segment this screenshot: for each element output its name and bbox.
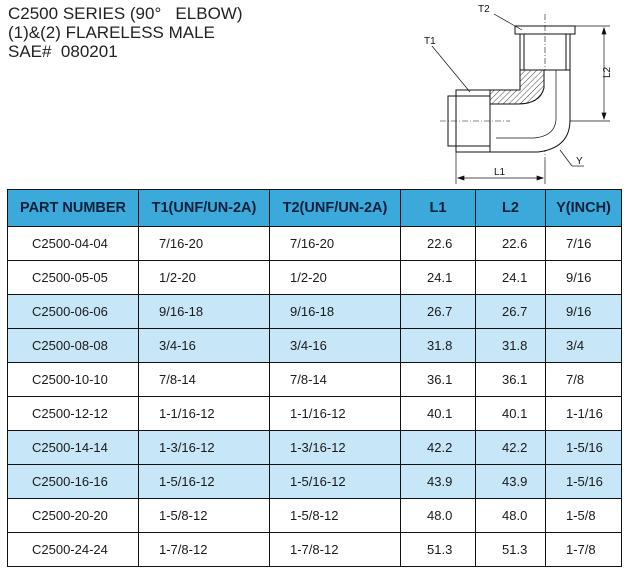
cell-t2: 1-7/8-12 <box>270 533 401 567</box>
table-row <box>8 261 622 295</box>
header-y: Y(INCH) <box>546 190 622 227</box>
table-row <box>8 227 622 261</box>
cell-t1: 9/16-18 <box>139 295 270 329</box>
label-t2: T2 <box>478 4 490 15</box>
cell-part-number: C2500-24-24 <box>8 533 139 567</box>
cell-l1: 42.2 <box>401 431 476 465</box>
cell-y: 7/16 <box>546 227 622 261</box>
fitting-type: (1)&(2) FLARELESS MALE <box>8 23 215 42</box>
cell-y: 1-5/16 <box>546 465 622 499</box>
elbow-drawing-svg <box>420 0 630 186</box>
header-l2: L2 <box>476 190 546 227</box>
cell-l1: 22.6 <box>401 227 476 261</box>
title-block <box>8 4 243 61</box>
cell-t2: 9/16-18 <box>270 295 401 329</box>
table-header-row <box>8 190 622 227</box>
cell-y: 1-1/16 <box>546 397 622 431</box>
sae-number: SAE# 080201 <box>8 42 118 61</box>
cell-t1: 1-7/8-12 <box>139 533 270 567</box>
cell-l2: 31.8 <box>476 329 546 363</box>
cell-y: 3/4 <box>546 329 622 363</box>
cell-l2: 40.1 <box>476 397 546 431</box>
cell-t2: 1-5/8-12 <box>270 499 401 533</box>
cell-l2: 43.9 <box>476 465 546 499</box>
cell-t1: 1-3/16-12 <box>139 431 270 465</box>
cell-part-number: C2500-20-20 <box>8 499 139 533</box>
cell-t1: 1-5/8-12 <box>139 499 270 533</box>
cell-t1: 7/8-14 <box>139 363 270 397</box>
cell-l2: 48.0 <box>476 499 546 533</box>
cell-t1: 1-1/16-12 <box>139 397 270 431</box>
cell-t1: 1/2-20 <box>139 261 270 295</box>
cell-part-number: C2500-16-16 <box>8 465 139 499</box>
cell-l2: 51.3 <box>476 533 546 567</box>
cell-t2: 7/8-14 <box>270 363 401 397</box>
cell-y: 1-5/8 <box>546 499 622 533</box>
cell-t1: 1-5/16-12 <box>139 465 270 499</box>
spec-table <box>7 189 622 567</box>
cell-y: 1-7/8 <box>546 533 622 567</box>
table-row <box>8 499 622 533</box>
label-l2: L2 <box>602 66 613 78</box>
section-hatch <box>490 70 544 104</box>
label-l1: L1 <box>494 167 506 178</box>
table-row <box>8 363 622 397</box>
cell-l2: 24.1 <box>476 261 546 295</box>
label-y: Y <box>576 156 583 167</box>
cell-y: 1-5/16 <box>546 431 622 465</box>
cell-t2: 1-3/16-12 <box>270 431 401 465</box>
cell-t1: 3/4-16 <box>139 329 270 363</box>
cell-t2: 1-1/16-12 <box>270 397 401 431</box>
header-t2: T2(UNF/UN-2A) <box>270 190 401 227</box>
cell-l2: 22.6 <box>476 227 546 261</box>
header-t1: T1(UNF/UN-2A) <box>139 190 270 227</box>
cell-part-number: C2500-04-04 <box>8 227 139 261</box>
table-row <box>8 397 622 431</box>
table-row <box>8 533 622 567</box>
cell-part-number: C2500-08-08 <box>8 329 139 363</box>
cell-l1: 51.3 <box>401 533 476 567</box>
cell-l1: 36.1 <box>401 363 476 397</box>
cell-t2: 1/2-20 <box>270 261 401 295</box>
cell-t1: 7/16-20 <box>139 227 270 261</box>
cell-l2: 26.7 <box>476 295 546 329</box>
table-row <box>8 431 622 465</box>
cell-l2: 42.2 <box>476 431 546 465</box>
cell-part-number: C2500-05-05 <box>8 261 139 295</box>
series-title: C2500 SERIES (90° ELBOW) <box>8 4 243 23</box>
header-part-number: PART NUMBER <box>8 190 139 227</box>
cell-l2: 36.1 <box>476 363 546 397</box>
label-t1: T1 <box>424 36 436 47</box>
cell-l1: 40.1 <box>401 397 476 431</box>
table-row <box>8 465 622 499</box>
cell-y: 9/16 <box>546 261 622 295</box>
cell-y: 9/16 <box>546 295 622 329</box>
cell-l1: 43.9 <box>401 465 476 499</box>
cell-l1: 31.8 <box>401 329 476 363</box>
cell-t2: 7/16-20 <box>270 227 401 261</box>
elbow-technical-drawing <box>420 0 630 186</box>
cell-l1: 48.0 <box>401 499 476 533</box>
cell-l1: 24.1 <box>401 261 476 295</box>
cell-l1: 26.7 <box>401 295 476 329</box>
cell-part-number: C2500-14-14 <box>8 431 139 465</box>
table-row <box>8 295 622 329</box>
cell-t2: 3/4-16 <box>270 329 401 363</box>
cell-part-number: C2500-06-06 <box>8 295 139 329</box>
table-row <box>8 329 622 363</box>
cell-part-number: C2500-10-10 <box>8 363 139 397</box>
header-l1: L1 <box>401 190 476 227</box>
cell-y: 7/8 <box>546 363 622 397</box>
cell-t2: 1-5/16-12 <box>270 465 401 499</box>
cell-part-number: C2500-12-12 <box>8 397 139 431</box>
